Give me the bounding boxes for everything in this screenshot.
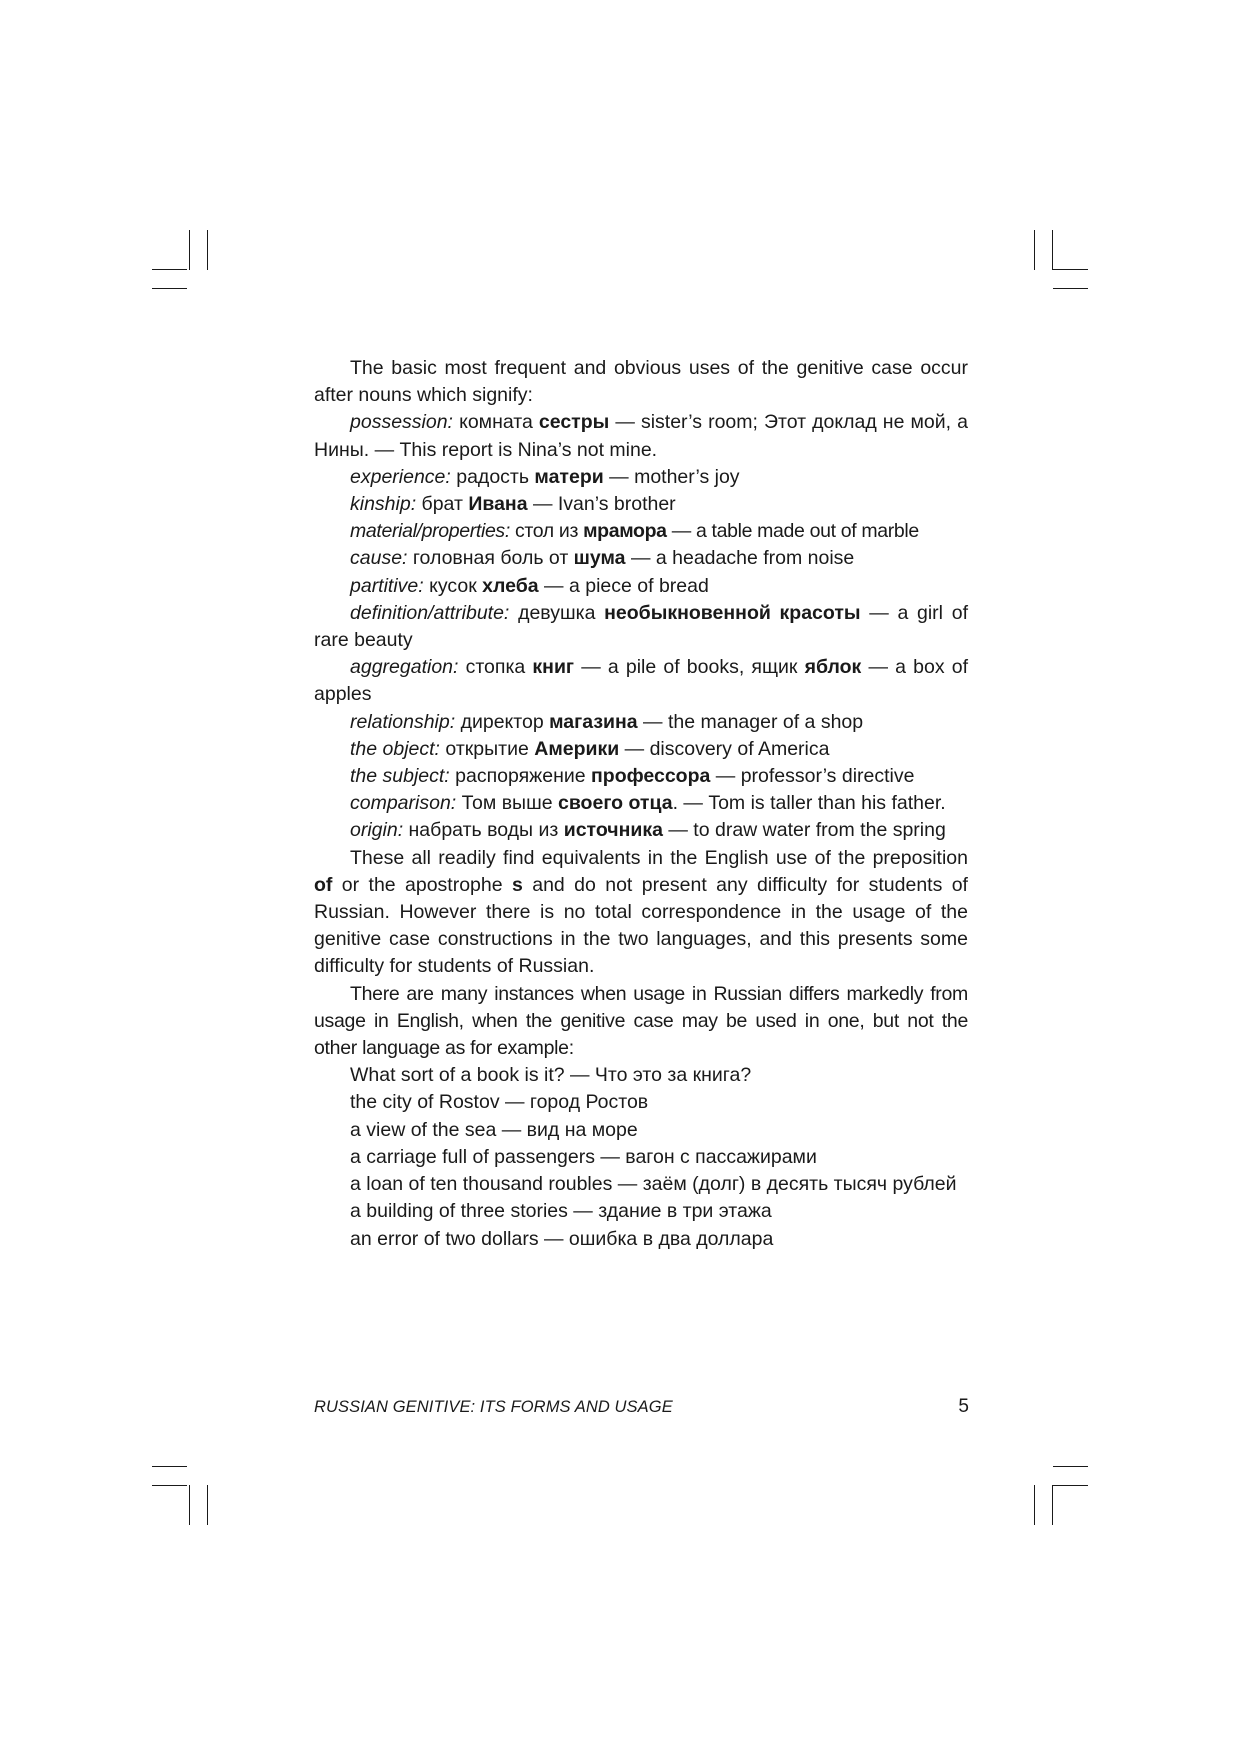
genitive-word: источника: [563, 819, 663, 842]
crop-mark: [207, 1485, 208, 1525]
paragraph-text: or the apostrophe: [332, 873, 512, 896]
use-example: стол из: [509, 520, 584, 543]
crop-mark: [189, 230, 190, 270]
use-label: comparison:: [350, 792, 457, 815]
paragraph-equivalents: [314, 845, 968, 981]
use-label: origin:: [350, 819, 404, 842]
crop-mark: [152, 1466, 187, 1467]
use-partitive: [314, 573, 968, 600]
use-translation: — a headache from noise: [625, 547, 855, 570]
example-item: What sort of a book is it? — Что это за книга?: [350, 1064, 752, 1087]
crop-mark: [152, 288, 187, 289]
use-translation: — a piece of bread: [538, 574, 709, 597]
use-example: директор: [455, 710, 550, 733]
use-label: kinship:: [350, 493, 417, 516]
example-item: an error of two dollars — ошибка в два доллара: [350, 1227, 774, 1250]
crop-mark: [152, 269, 187, 270]
use-relationship: [314, 709, 968, 736]
use-definition: [314, 600, 968, 654]
use-example: девушка: [509, 601, 605, 624]
use-example: распоряжение: [449, 765, 591, 788]
use-translation: — the manager of a shop: [637, 710, 864, 733]
use-label: material/properties:: [350, 520, 510, 543]
use-translation: — professor’s directive: [710, 765, 915, 788]
genitive-word: магазина: [549, 710, 638, 733]
crop-mark: [1052, 1485, 1053, 1525]
use-label: possession:: [350, 411, 453, 434]
use-label: the subject:: [350, 765, 450, 788]
use-translation: — a girl of rare beauty: [314, 601, 968, 652]
genitive-word: мрамора: [583, 520, 667, 543]
crop-mark: [207, 230, 208, 270]
use-label: cause:: [350, 547, 408, 570]
crop-mark: [1034, 1485, 1035, 1525]
use-example: Том выше: [456, 792, 558, 815]
use-translation: — a pile of books, ящик: [574, 656, 805, 679]
use-label: definition/attribute:: [350, 601, 510, 624]
crop-mark: [189, 1485, 190, 1525]
body-text: [314, 355, 968, 1253]
use-example: радость: [450, 465, 535, 488]
example-item: the city of Rostov — город Ростов: [350, 1091, 649, 1114]
crop-mark: [1053, 1466, 1088, 1467]
use-example: стопка: [458, 656, 533, 679]
use-example: открытие: [439, 737, 535, 760]
use-kinship: [314, 491, 968, 518]
example-item: a loan of ten thousand roubles — заём (долг) в десять тысяч рублей: [350, 1173, 957, 1196]
paragraph-instances: There are many instances when usage in Russian differs markedly from usage in English, when the genitive case may be used in one, but not the other language as for example:: [314, 982, 968, 1060]
genitive-word: профессора: [591, 765, 711, 788]
use-label: experience:: [350, 465, 451, 488]
genitive-word: матери: [534, 465, 604, 488]
genitive-word: сестры: [538, 411, 610, 434]
genitive-word: яблок: [804, 656, 862, 679]
use-translation: — a box of apples: [314, 656, 968, 706]
use-translation: — sister’s room; Этот доклад не мой, а Нины. — This report is Nina’s not mine.: [314, 411, 968, 461]
use-experience: [314, 464, 968, 491]
use-subject: [314, 763, 968, 790]
page-number: 5: [958, 1396, 969, 1417]
example-item: a carriage full of passengers — вагон с пассажирами: [350, 1145, 817, 1168]
use-translation: — mother’s joy: [603, 465, 740, 488]
use-label: the object:: [350, 737, 440, 760]
use-example: брат: [416, 493, 469, 516]
use-comparison: [314, 790, 968, 817]
use-translation: . — Tom is taller than his father.: [672, 792, 946, 815]
crop-mark: [1053, 269, 1088, 270]
use-example: головная боль от: [407, 547, 574, 570]
example-item: a view of the sea — вид на море: [350, 1118, 638, 1141]
example-item: a building of three stories — здание в три этажа: [350, 1200, 772, 1223]
use-label: relationship:: [350, 710, 456, 733]
use-example: кусок: [423, 574, 483, 597]
genitive-word: книг: [532, 656, 575, 679]
genitive-word: хлеба: [482, 574, 539, 597]
genitive-word: необыкновенной красоты: [604, 601, 861, 624]
crop-mark: [1053, 288, 1088, 289]
use-translation: — discovery of America: [619, 737, 830, 760]
use-aggregation: [314, 654, 968, 708]
genitive-word: шума: [573, 547, 626, 570]
use-label: aggregation:: [350, 656, 459, 679]
crop-mark: [152, 1485, 187, 1486]
use-example: комната: [452, 411, 539, 434]
genitive-word: своего отца: [557, 792, 673, 815]
paragraph-text: and do not present any difficulty for students of Russian. However there is no total correspondence in the usage of the genitive case constructions in the two languages, and this presents some difficulty for students of Russian.: [314, 873, 968, 978]
crop-mark: [1034, 230, 1035, 270]
use-material: [314, 518, 968, 545]
running-footer-title: RUSSIAN GENITIVE: ITS FORMS AND USAGE: [314, 1398, 673, 1416]
use-translation: — a table made out of marble: [666, 520, 919, 543]
use-object: [314, 736, 968, 763]
use-cause: [314, 545, 968, 572]
crop-mark: [1053, 1485, 1088, 1486]
use-example: набрать воды из: [403, 819, 564, 842]
paragraph-text: These all readily find equivalents in the English use of the preposition: [350, 846, 968, 869]
genitive-word: Ивана: [468, 493, 528, 516]
use-translation: — Ivan’s brother: [527, 493, 676, 516]
bold-term: of: [314, 873, 333, 896]
use-origin: [314, 817, 968, 844]
intro-paragraph: The basic most frequent and obvious uses of the genitive case occur after nouns which signify:: [314, 357, 968, 407]
genitive-word: Америки: [534, 737, 620, 760]
crop-mark: [1052, 230, 1053, 270]
bold-term: s: [511, 873, 523, 896]
use-label: partitive:: [350, 574, 424, 597]
use-translation: — to draw water from the spring: [662, 819, 946, 842]
use-possession: [314, 409, 968, 463]
